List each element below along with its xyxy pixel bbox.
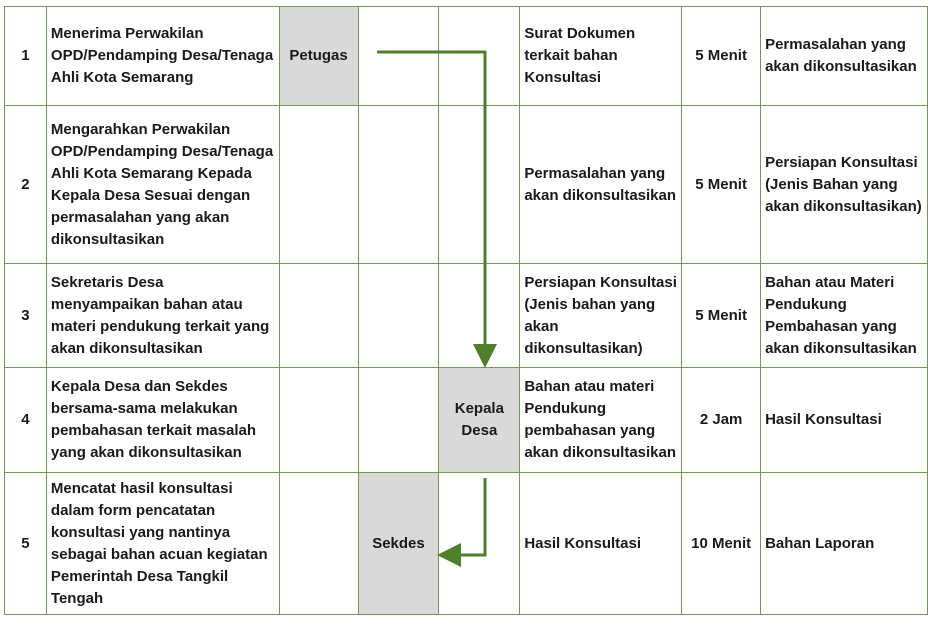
duration-cell: 10 Menit bbox=[682, 473, 761, 615]
row-number: 3 bbox=[5, 264, 47, 368]
output-cell: Bahan atau Materi Pendukung Pembahasan yang akan dikonsultasikan bbox=[761, 264, 928, 368]
row-number: 4 bbox=[5, 368, 47, 473]
sop-table bbox=[4, 6, 928, 615]
table-row bbox=[5, 264, 928, 368]
duration-cell: 5 Menit bbox=[682, 7, 761, 106]
input-cell: Bahan atau materi Pendukung pembahasan yang akan dikonsultasikan bbox=[520, 368, 682, 473]
empty-cell bbox=[279, 106, 358, 264]
activity-cell: Kepala Desa dan Sekdes bersama-sama melakukan pembahasan terkait masalah yang akan dikonsultasikan bbox=[46, 368, 279, 473]
row-number: 2 bbox=[5, 106, 47, 264]
empty-cell bbox=[358, 368, 439, 473]
actor-cell-petugas bbox=[279, 7, 358, 106]
empty-cell bbox=[439, 264, 520, 368]
duration-cell: 5 Menit bbox=[682, 106, 761, 264]
empty-cell bbox=[279, 473, 358, 615]
duration-cell: 5 Menit bbox=[682, 264, 761, 368]
actor-cell-sekdes bbox=[358, 473, 439, 615]
row-number: 5 bbox=[5, 473, 47, 615]
input-cell: Permasalahan yang akan dikonsultasikan bbox=[520, 106, 682, 264]
input-cell: Hasil Konsultasi bbox=[520, 473, 682, 615]
empty-cell bbox=[358, 106, 439, 264]
row-number: 1 bbox=[5, 7, 47, 106]
output-cell: Persiapan Konsultasi (Jenis Bahan yang akan dikonsultasikan) bbox=[761, 106, 928, 264]
activity-cell: Mencatat hasil konsultasi dalam form pencatatan konsultasi yang nantinya sebagai bahan acuan kegiatan Pemerintah Desa Tangkil Tengah bbox=[46, 473, 279, 615]
empty-cell bbox=[439, 7, 520, 106]
activity-cell: Sekretaris Desa menyampaikan bahan atau materi pendukung terkait yang akan dikonsultasikan bbox=[46, 264, 279, 368]
empty-cell bbox=[279, 264, 358, 368]
empty-cell bbox=[279, 368, 358, 473]
actor-label: Sekdes bbox=[372, 534, 425, 552]
duration-cell: 2 Jam bbox=[682, 368, 761, 473]
actor-cell-kepala-desa bbox=[439, 368, 520, 473]
activity-cell: Menerima Perwakilan OPD/Pendamping Desa/Tenaga Ahli Kota Semarang bbox=[46, 7, 279, 106]
empty-cell bbox=[439, 473, 520, 615]
actor-label: Petugas bbox=[289, 47, 348, 64]
actor-label: Kepala Desa bbox=[454, 400, 504, 439]
input-cell: Persiapan Konsultasi (Jenis bahan yang akan dikonsultasikan) bbox=[520, 264, 682, 368]
table-row bbox=[5, 473, 928, 615]
output-cell: Bahan Laporan bbox=[761, 473, 928, 615]
empty-cell bbox=[439, 106, 520, 264]
table-row bbox=[5, 368, 928, 473]
empty-cell bbox=[358, 7, 439, 106]
output-cell: Hasil Konsultasi bbox=[761, 368, 928, 473]
input-cell: Surat Dokumen terkait bahan Konsultasi bbox=[520, 7, 682, 106]
activity-cell: Mengarahkan Perwakilan OPD/Pendamping Desa/Tenaga Ahli Kota Semarang Kepada Kepala Desa Sesuai dengan permasalahan yang akan dikonsultasikan bbox=[46, 106, 279, 264]
empty-cell bbox=[358, 264, 439, 368]
output-cell: Permasalahan yang akan dikonsultasikan bbox=[761, 7, 928, 106]
table-row bbox=[5, 7, 928, 106]
table-row bbox=[5, 106, 928, 264]
